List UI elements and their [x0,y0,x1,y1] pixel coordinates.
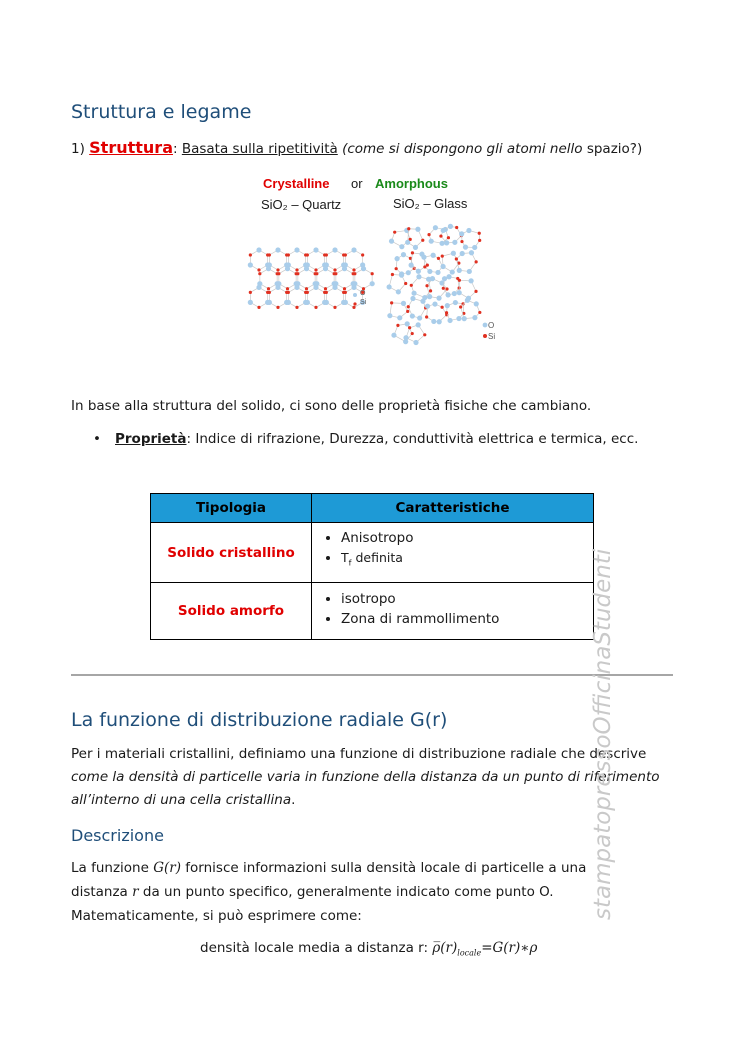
oxygen-atom [405,240,410,245]
oxygen-atom [399,273,404,278]
math-Gr: G(r) [153,860,181,876]
formula-subscript: locale [457,948,482,958]
oxygen-atom [394,256,399,261]
oxygen-atom [397,315,402,320]
oxygen-atom [413,245,418,250]
silicon-atom [427,233,430,236]
feature-item: • Anisotropo [341,528,592,548]
silicon-atom [439,234,442,237]
silicon-atom [287,253,290,256]
intro-italic-2: all’interno di una cella cristallina [71,792,292,808]
rdf-intro [71,743,671,812]
silicon-atom [404,282,407,285]
oxygen-atom [256,285,261,290]
silicon-atom [267,287,270,290]
silicon-atom [325,253,328,256]
silicon-atom [423,333,426,336]
oxygen-atom [432,301,437,306]
solid-types-table [150,493,594,640]
desc1-b: fornisce informazioni sulla densità locale di particelle a una [185,860,587,876]
oxygen-atom [425,304,430,309]
structure-line [71,136,671,161]
silicon-atom [333,268,336,271]
silicon-atom [249,253,252,256]
legend-silicon-marker [483,334,487,338]
silicon-atom [344,291,347,294]
silicon-atom [478,232,481,235]
oxygen-atom [313,247,318,252]
oxygen-atom [370,281,375,286]
crystalline-label: Crystalline [263,176,330,191]
watermark: stampatopressoOfficinaStudenti [590,548,616,920]
oxygen-atom [472,315,477,320]
oxygen-atom [286,300,291,305]
structure-underlined: Basata sulla ripetitività [181,141,338,157]
silicon-atom [408,326,411,329]
oxygen-atom [429,239,434,244]
oxygen-atom [472,245,477,250]
silicon-atom [474,290,477,293]
oxygen-atom [361,266,366,271]
oxygen-atom [248,262,253,267]
bullet-dot: • [93,431,101,447]
rdf-description [71,856,671,928]
silicon-atom [343,287,346,290]
legend-o: O [488,321,495,330]
oxygen-atom [401,301,406,306]
oxygen-atom [453,300,458,305]
silicon-atom [287,291,290,294]
silicon-atom [305,287,308,290]
silicon-atom [425,284,428,287]
silicon-atom [441,306,444,309]
oxygen-atom [401,252,406,257]
crystalline-lattice [248,247,375,309]
silicon-atom [478,239,481,242]
legend-si: Si [488,332,496,341]
oxygen-atom [410,313,415,318]
oxygen-atom [439,241,444,246]
row-type-amorfo: Solido amorfo [151,583,312,640]
formula-rhs: =G(r)∗ρ [481,940,538,956]
silicon-atom [277,272,280,275]
legend-o-small: O [360,290,366,297]
silicon-atom [411,251,414,254]
silicon-atom [437,257,440,260]
oxygen-atom [444,240,449,245]
amorphous-label: Amorphous [375,176,448,191]
or-label: or [351,176,363,191]
oxygen-atom [420,299,425,304]
silicon-atom [411,332,414,335]
oxygen-atom [406,270,411,275]
oxygen-atom [324,300,329,305]
oxygen-atom [294,247,299,252]
silicon-atom [352,268,355,271]
oxygen-atom [445,292,450,297]
oxygen-atom [450,269,455,274]
silicon-atom [478,311,481,314]
intro-end: . [291,792,296,808]
oxygen-atom [474,301,479,306]
oxygen-atom [457,268,462,273]
oxygen-atom [399,244,404,249]
oxygen-atom [441,264,446,269]
oxygen-atom [275,285,280,290]
oxygen-atom [405,321,410,326]
oxygen-atom [427,269,432,274]
silicon-atom [325,291,328,294]
oxygen-atom [411,291,416,296]
item-number: 1) [71,141,85,157]
oxygen-atom [351,285,356,290]
table-header-row [151,494,594,523]
silicon-atom [352,306,355,309]
oxygen-atom [430,276,435,281]
quartz-label: SiO₂ – Quartz [261,197,342,212]
row-type-cristallino: Solido cristallino [151,523,312,583]
oxygen-atom [396,289,401,294]
silicon-atom [344,253,347,256]
silicon-atom [455,257,458,260]
row-features-cristallino [312,523,594,583]
silicon-atom [306,253,309,256]
silicon-atom [441,255,444,258]
desc2-b: da un punto specifico, generalmente indicato come punto O. [142,884,554,900]
oxygen-atom [413,340,418,345]
silicon-atom [406,310,409,313]
oxygen-atom [460,251,465,256]
silicon-atom [447,236,450,239]
silicon-atom [371,272,374,275]
legend-si-small: Si [360,299,367,306]
oxygen-atom [463,244,468,249]
silicon-atom [257,268,260,271]
subheading-descrizione: Descrizione [71,826,164,845]
formula-label: densità locale media a distanza r: [200,940,429,956]
intro-italic-1: come la densità di particelle varia in funzione della distanza da un punto di riferimento [71,769,660,785]
oxygen-atom [447,318,452,323]
paragraph-properties: In base alla struttura del solido, ci sono delle proprietà fisiche che cambiano. [71,398,592,414]
silicon-atom [442,287,445,290]
silicon-atom [393,231,396,234]
oxygen-atom [451,251,456,256]
silicon-atom [429,289,432,292]
oxygen-atom [275,247,280,252]
silicon-atom [295,268,298,271]
formula-line [200,937,620,965]
silicon-atom [458,279,461,282]
row-features-amorfo [312,583,594,640]
oxygen-atom [266,266,271,271]
oxygen-atom [387,284,392,289]
legend-silicon-marker-small [353,302,356,305]
silicon-atom [391,273,394,276]
oxygen-atom [267,300,272,305]
oxygen-atom [342,266,347,271]
structure-tail: spazio?) [586,141,643,157]
bullet-title: Proprietà [115,431,187,447]
silicon-atom [314,306,317,309]
oxygen-atom [448,224,453,229]
oxygen-atom [343,300,348,305]
silicon-atom [459,305,462,308]
oxygen-atom [442,276,447,281]
oxygen-atom [416,274,421,279]
silicon-atom [306,291,309,294]
silicon-atom [425,315,428,318]
silicon-atom [257,306,260,309]
oxygen-atom [457,290,462,295]
oxygen-atom [452,240,457,245]
silicon-atom [258,272,261,275]
oxygen-atom [416,322,421,327]
silicon-atom [460,240,463,243]
silicon-atom [396,324,399,327]
silicon-atom [410,284,413,287]
oxygen-atom [431,319,436,324]
oxygen-atom [387,313,392,318]
feature-item: • Zona di rammollimento [341,609,592,629]
silicon-atom [390,301,393,304]
silicon-atom [268,253,271,256]
silicon-atom [296,272,299,275]
oxygen-atom [416,269,421,274]
silicon-atom [334,272,337,275]
silicon-atom [421,239,424,242]
silicon-atom [445,287,448,290]
feature-item: • $T_f$ definita [341,548,592,574]
oxygen-atom [285,266,290,271]
silicon-atom [295,306,298,309]
silicon-atom [475,260,478,263]
oxygen-atom [391,333,396,338]
oxygen-atom [351,247,356,252]
oxygen-atom [437,319,442,324]
silicon-atom [333,306,336,309]
oxygen-atom [465,298,470,303]
silicon-atom [445,311,448,314]
oxygen-atom [427,294,432,299]
oxygen-atom [410,296,415,301]
oxygen-atom [294,285,299,290]
oxygen-atom [332,247,337,252]
silicon-atom [407,227,410,230]
formula-lhs: ρ̅(r) [432,940,458,956]
glass-label: SiO₂ – Glass [393,196,468,211]
oxygen-atom [389,239,394,244]
oxygen-atom [305,300,310,305]
legend-oxygen-marker [483,323,488,328]
silicon-atom [395,267,398,270]
oxygen-atom [431,253,436,258]
structure-title: Struttura [89,138,173,157]
section-heading-rdf: La funzione di distribuzione radiale G(r) [71,709,448,731]
silicon-atom [286,287,289,290]
desc3: Matematicamente, si può esprimere come: [71,908,362,924]
header-tipologia: Tipologia [151,494,312,523]
silicon-atom [276,268,279,271]
oxygen-atom [248,300,253,305]
oxygen-atom [456,316,461,321]
oxygen-atom [435,270,440,275]
silicon-atom [268,291,271,294]
table-row [151,583,594,640]
silicon-atom [249,291,252,294]
oxygen-atom [436,296,441,301]
silicon-atom [423,265,426,268]
silicon-atom [455,226,458,229]
bullet-text: : Indice di rifrazione, Durezza, conduttività elettrica e termica, ecc. [186,431,639,447]
crystal-amorphous-figure [245,172,505,352]
oxygen-atom [415,227,420,232]
section-heading-structure: Struttura e legame [71,101,252,123]
silicon-atom [276,306,279,309]
oxygen-atom [433,225,438,230]
oxygen-atom [417,315,422,320]
silicon-atom [361,253,364,256]
feature-item: • isotropo [341,589,592,609]
bullet-properties [93,428,693,451]
silicon-atom [314,268,317,271]
oxygen-atom [403,335,408,340]
oxygen-atom [332,285,337,290]
oxygen-atom [256,247,261,252]
oxygen-atom [467,269,472,274]
lattice-drawing [245,172,505,352]
oxygen-atom [469,250,474,255]
header-caratteristiche: Caratteristiche [312,494,594,523]
section-divider [71,674,673,676]
colon: : [172,141,178,157]
oxygen-atom [462,316,467,321]
silicon-atom [324,287,327,290]
oxygen-atom [441,228,446,233]
legend-oxygen-marker-small [353,293,357,297]
oxygen-atom [469,278,474,283]
oxygen-atom [313,285,318,290]
oxygen-atom [446,274,451,279]
silicon-atom [315,272,318,275]
math-r: r [132,884,139,900]
silicon-atom [353,272,356,275]
oxygen-atom [466,228,471,233]
oxygen-atom [421,255,426,260]
structure-italic: (come si dispongono gli atomi nello [342,141,583,157]
oxygen-atom [409,263,414,268]
oxygen-atom [323,266,328,271]
oxygen-atom [459,231,464,236]
silicon-atom [407,305,410,308]
desc2-a: distanza [71,884,128,900]
oxygen-atom [445,303,450,308]
desc1-a: La funzione [71,860,149,876]
oxygen-atom [304,266,309,271]
intro-plain: Per i materiali cristallini, definiamo una funzione di distribuzione radiale che descrive [71,746,647,762]
oxygen-atom [452,291,457,296]
table-row [151,523,594,583]
